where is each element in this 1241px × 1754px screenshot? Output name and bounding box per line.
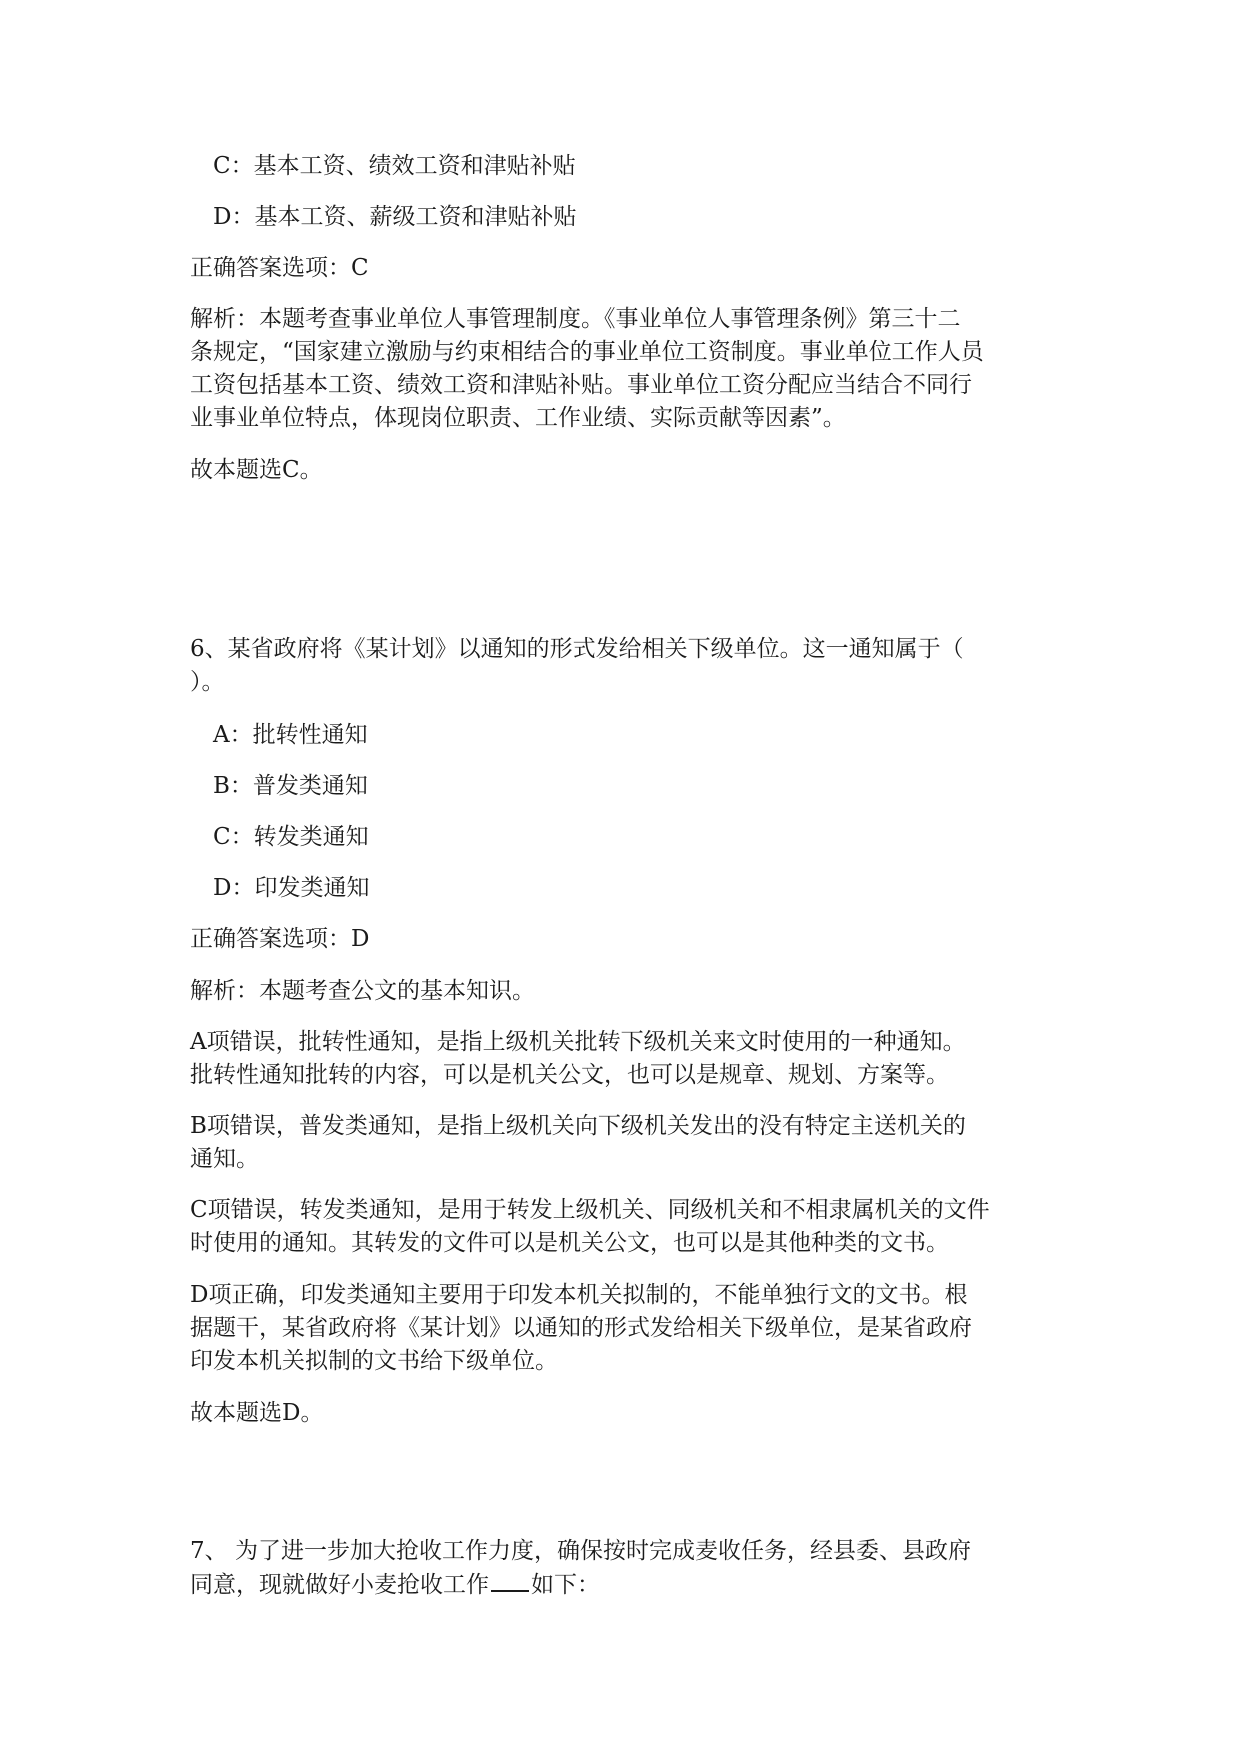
question-stem: ）。 (190, 669, 225, 695)
question-stem (190, 1568, 600, 1602)
explanation-line: C项错误，转发类通知，是用于转发上级机关、同级机关和不相隶属机关的文件 (190, 1197, 990, 1223)
option-c: C：转发类通知 (213, 824, 369, 850)
question-stem: 6、某省政府将《某计划》以通知的形式发给相关下级单位。这一通知属于（ (190, 636, 964, 662)
conclusion: 故本题选C。 (190, 457, 323, 483)
explanation-line: 据题干，某省政府将《某计划》以通知的形式发给相关下级单位，是某省政府 (190, 1315, 972, 1341)
fill-blank (491, 1568, 529, 1592)
correct-answer: 正确答案选项：C (190, 255, 369, 281)
option-c: C：基本工资、绩效工资和津贴补贴 (213, 153, 576, 179)
question-stem: 7、 为了进一步加大抢收工作力度，确保按时完成麦收任务，经县委、县政府 (190, 1538, 971, 1564)
correct-answer: 正确答案选项：D (190, 926, 370, 952)
analysis: 解析：本题考查公文的基本知识。 (190, 978, 535, 1004)
option-d: D：印发类通知 (213, 875, 370, 901)
option-a: A：批转性通知 (213, 722, 368, 748)
explanation-line: 批转性通知批转的内容，可以是机关公文，也可以是规章、规划、方案等。 (190, 1062, 949, 1088)
conclusion: 故本题选D。 (190, 1400, 324, 1426)
analysis-line: 条规定，“国家建立激励与约束相结合的事业单位工资制度。事业单位工作人员 (190, 339, 984, 365)
stem-text: 同意，现就做好小麦抢收工作 (190, 1572, 489, 1598)
analysis-line: 解析：本题考查事业单位人事管理制度。《事业单位人事管理条例》第三十二 (190, 306, 961, 332)
option-d: D：基本工资、薪级工资和津贴补贴 (213, 204, 577, 230)
explanation-line: A项错误，批转性通知，是指上级机关批转下级机关来文时使用的一种通知。 (190, 1029, 966, 1055)
explanation-line: D项正确，印发类通知主要用于印发本机关拟制的，不能单独行文的文书。根 (190, 1282, 968, 1308)
option-b: B：普发类通知 (213, 773, 368, 799)
explanation-line: 印发本机关拟制的文书给下级单位。 (190, 1348, 558, 1374)
analysis-line: 工资包括基本工资、绩效工资和津贴补贴。事业单位工资分配应当结合不同行 (190, 372, 972, 398)
explanation-line: 时使用的通知。其转发的文件可以是机关公文，也可以是其他种类的文书。 (190, 1230, 949, 1256)
explanation-line: B项错误，普发类通知，是指上级机关向下级机关发出的没有特定主送机关的 (190, 1113, 966, 1139)
analysis-line: 业事业单位特点，体现岗位职责、工作业绩、实际贡献等因素”。 (190, 405, 846, 431)
explanation-line: 通知。 (190, 1146, 259, 1172)
stem-text: 如下： (531, 1572, 600, 1598)
